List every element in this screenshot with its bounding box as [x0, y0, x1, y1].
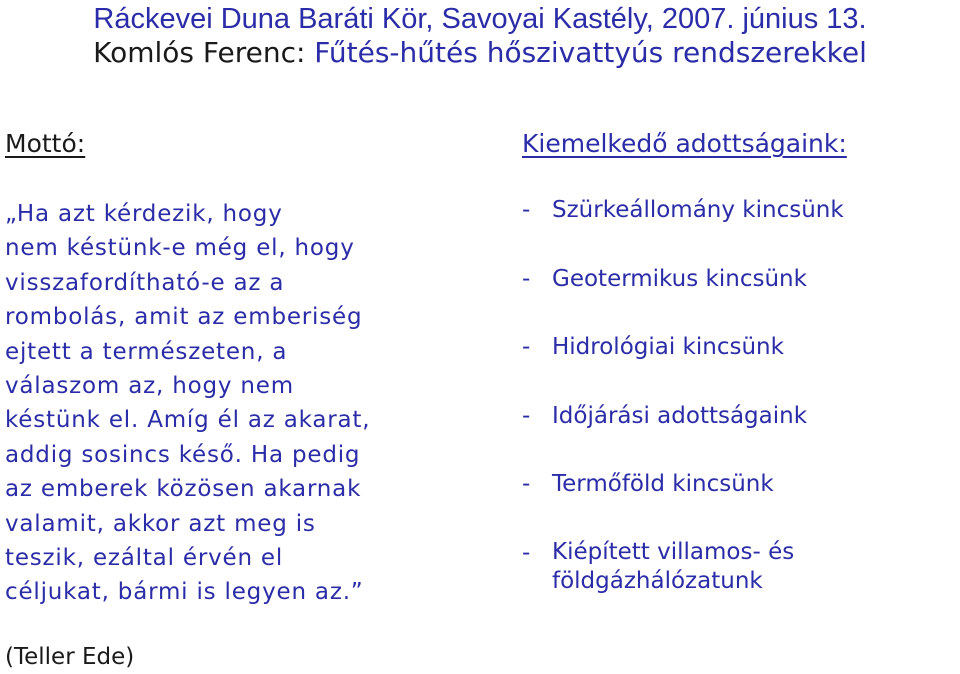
features-list	[522, 195, 952, 606]
dash-bullet-icon: -	[522, 539, 531, 566]
list-item	[522, 332, 952, 401]
presentation-title	[0, 36, 960, 70]
quote-line: teszik, ezáltal érvén el	[5, 545, 284, 572]
list-item	[522, 264, 952, 333]
feature-text: Hidrológiai kincsünk	[552, 334, 784, 360]
dash-bullet-icon: -	[522, 402, 531, 429]
feature-text: Termőföld kincsünk	[552, 471, 774, 497]
quote-line: késtünk el. Amíg él az akarat,	[5, 407, 371, 434]
list-item	[522, 401, 952, 470]
quote-line: nem késtünk-e még el, hogy	[5, 235, 355, 262]
feature-text: Kiépített villamos- és földgázhálózatunk	[552, 538, 795, 594]
feature-text: Időjárási adottságaink	[552, 402, 808, 429]
dash-bullet-icon: -	[522, 334, 531, 360]
feature-text: Geotermikus kincsünk	[552, 265, 807, 292]
event-title: Ráckevei Duna Baráti Kör, Savoyai Kastély, 2007. június 13.	[93, 3, 867, 35]
list-item	[522, 469, 952, 538]
quote-line: céljukat, bármi is legyen az.”	[5, 579, 364, 606]
quote-author: (Teller Ede)	[5, 644, 135, 670]
quote-line: válaszom az, hogy nem	[5, 373, 294, 400]
quote-line: „Ha azt kérdezik, hogy	[5, 201, 283, 227]
quote-line: ejtett a természeten, a	[5, 338, 288, 365]
presenter-label: Komlós Ferenc:	[93, 36, 315, 69]
presentation-topic: Fűtés-hűtés hőszivattyús rendszerekkel	[314, 36, 867, 69]
quote-line: rombolás, amit az emberiség	[5, 304, 363, 331]
motto-quote	[5, 197, 475, 610]
dash-bullet-icon: -	[522, 471, 531, 497]
dash-bullet-icon: -	[522, 265, 531, 292]
features-heading: Kiemelkedő adottságaink:	[522, 129, 847, 158]
quote-line: addig sosincs késő. Ha pedig	[5, 441, 361, 468]
quote-line: az emberek közösen akarnak	[5, 476, 362, 503]
dash-bullet-icon: -	[522, 197, 531, 223]
feature-text: Szürkeállomány kincsünk	[552, 197, 844, 223]
list-item	[522, 195, 952, 264]
quote-line: valamit, akkor azt meg is	[5, 510, 316, 537]
motto-heading: Mottó:	[5, 129, 86, 158]
quote-line: visszafordítható-e az a	[5, 269, 285, 296]
list-item	[522, 538, 952, 607]
